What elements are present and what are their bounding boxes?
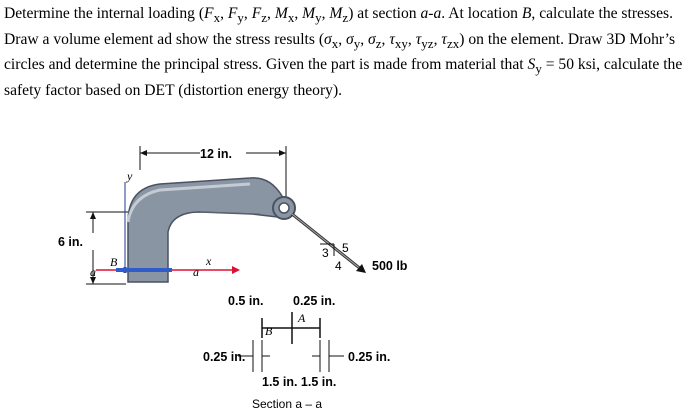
section-dimension-lines bbox=[238, 340, 344, 372]
stress-var: τ bbox=[389, 30, 395, 48]
slope-label-5: 5 bbox=[342, 241, 349, 255]
load-sub: x bbox=[287, 10, 295, 26]
location-b: B bbox=[521, 5, 532, 22]
load-var-fy: F bbox=[227, 5, 238, 22]
section-mark-left: a bbox=[90, 265, 96, 279]
section-mark-right: a bbox=[193, 265, 199, 279]
section-point-a: A bbox=[298, 311, 306, 325]
x-axis-arrowhead bbox=[232, 266, 240, 274]
section-dim-top-right: 0.25 in. bbox=[293, 294, 336, 308]
problem-text-3: . At location bbox=[441, 5, 522, 22]
stress-sub: yz bbox=[421, 35, 434, 51]
section-dim-bottom-right: 0.25 in. bbox=[348, 350, 391, 364]
problem-text-5: ) on the element. Draw 3D Mohr’s circles and determine the principal stress. Given the part is made from material that bbox=[4, 30, 676, 74]
problem-text-6: = 50 ksi, calculate the safety factor based on DET (distortion energy theory). bbox=[4, 56, 683, 99]
y-axis-label: y bbox=[127, 169, 133, 183]
cable-highlight bbox=[292, 214, 362, 270]
arrowhead bbox=[140, 150, 147, 156]
load-sub: y bbox=[315, 10, 322, 26]
x-axis-label: x bbox=[206, 254, 212, 268]
load-var-fz: F bbox=[251, 5, 262, 22]
arrowhead bbox=[279, 150, 286, 156]
stress-sub: xy bbox=[394, 35, 408, 51]
load-sub: x bbox=[213, 10, 221, 26]
dim-6in-label: 6 in. bbox=[58, 235, 84, 249]
stress-sub: zx bbox=[446, 35, 460, 51]
load-var-mz: M bbox=[329, 5, 343, 22]
problem-text-4: , calculate the stresses. Draw a volume element ad show the stress results ( bbox=[4, 5, 673, 48]
problem-text-2: ) at section bbox=[348, 5, 421, 22]
slope-label-3: 3 bbox=[322, 246, 329, 260]
load-sub: z bbox=[261, 10, 268, 26]
section-dim-width: 1.5 in. 1.5 in. bbox=[262, 375, 337, 389]
dimension-arrowheads bbox=[90, 150, 286, 284]
stress-var: σ bbox=[324, 30, 332, 48]
stress-var: τ bbox=[415, 30, 422, 48]
stress-sub: z bbox=[375, 35, 382, 51]
section-point-b: B bbox=[265, 324, 273, 338]
yield-var: S bbox=[527, 56, 536, 74]
dim-12in-label: 12 in. bbox=[200, 147, 232, 161]
arrowhead bbox=[90, 212, 96, 219]
section-cut-line bbox=[116, 268, 172, 272]
pin-hole bbox=[279, 203, 289, 213]
problem-statement: Determine the internal loading ($F_x$, $F_y$, $F_z$, $M_x$, $M_y$, $M_z$) at section a-a. At location B, calculate the stresses. Draw a volume element ad show the stress results ($\sigma_x$, $\sigma_y$, $\sigma_z$, $\tau_{xy}$, $\tau_{yz}$, $\tau_{zx}$) on the element. Draw 3D Mohr’s circles and determine the principal stress. Given the part is made from material that $S_y = 50$ ksi, calculate the safety factor based on DET (distortion energy theory). bbox=[4, 5, 683, 99]
problem-text-1: Determine the internal loading ( bbox=[4, 5, 205, 22]
section-caption: Section a – a bbox=[252, 397, 323, 411]
load-var-my: M bbox=[302, 5, 316, 22]
point-b-label: B bbox=[110, 255, 118, 269]
stress-sub: x bbox=[331, 35, 339, 51]
stress-var: τ bbox=[441, 30, 447, 48]
load-var-mx: M bbox=[274, 5, 288, 22]
stress-var: σ bbox=[346, 30, 354, 48]
slope-label-4: 4 bbox=[335, 259, 342, 273]
yield-sub: y bbox=[535, 61, 542, 77]
section-name: a-a bbox=[420, 5, 442, 22]
section-dim-bottom-left: 0.25 in. bbox=[203, 350, 246, 364]
section-dim-top-left: 0.5 in. bbox=[228, 294, 264, 308]
force-label: 500 lb bbox=[372, 259, 408, 273]
load-sub: y bbox=[237, 10, 244, 26]
stress-sub: y bbox=[353, 35, 361, 51]
load-var-fx: F bbox=[204, 5, 214, 22]
stress-var: σ bbox=[368, 30, 376, 48]
load-sub: z bbox=[342, 10, 349, 26]
